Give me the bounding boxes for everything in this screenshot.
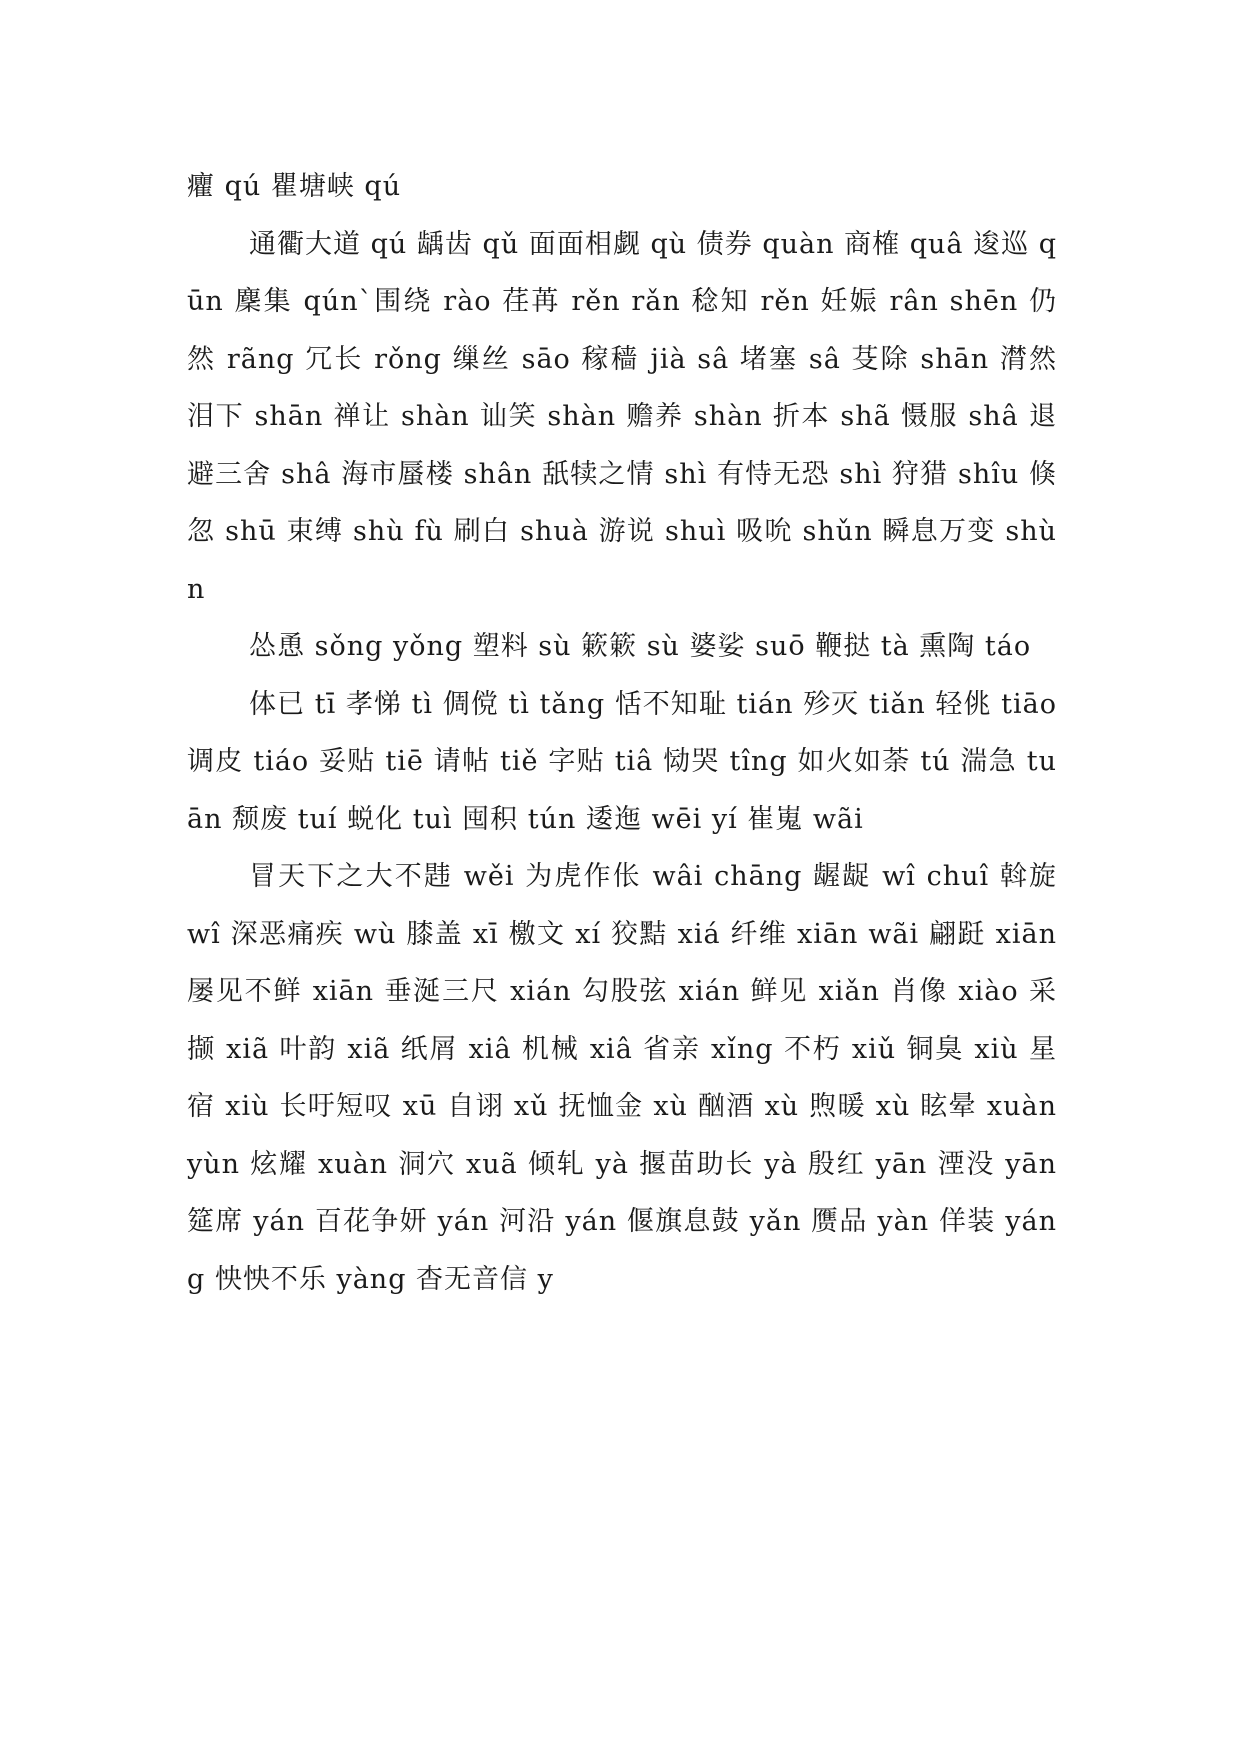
paragraph-3: 怂恿 sǒng yǒng 塑料 sù 簌簌 sù 婆娑 suō 鞭挞 tà 熏陶 táo: [249, 631, 1032, 662]
paragraph-2: 通衢大道 qú 龋齿 qǔ 面面相觑 qù 债券 quàn 商榷 quâ 逡巡 qūn 麇集 qún`围绕 rào 荏苒 rěn rǎn 稔知 rěn 妊娠 rân shēn 仍然 rãng 冗长 rǒng 缫丝 sāo 稼穑 jià sâ 堵塞 sâ 芟除 shān 潸然泪下 shān 禅让 shàn 讪笑 shàn 赡养 shàn 折本 shã 慑服 shâ 退避三舍 shâ 海市蜃楼 shân 舐犊之情 shì 有恃无恐 shì 狩猎 shîu 倏忽 shū 束缚 shù fù 刷白 shuà 游说 shuì 吸吮 shǔn 瞬息万变 shùn: [187, 228, 1057, 605]
document-body: [187, 158, 1057, 1308]
paragraph-4: 体已 tī 孝悌 tì 倜傥 tì tǎng 恬不知耻 tián 殄灭 tiǎn 轻佻 tiāo 调皮 tiáo 妥贴 tiē 请帖 tiě 字贴 tiâ 恸哭 tîng 如火如荼 tú 湍急 tuān 颓废 tuí 蜕化 tuì 囤积 tún 逶迤 wēi yí 崔嵬 wãi: [187, 688, 1057, 835]
paragraph-1: 癯 qú 瞿塘峡 qú: [187, 171, 402, 202]
paragraph-5: 冒天下之大不韪 wěi 为虎作伥 wâi chāng 龌龊 wî chuî 斡旋 wî 深恶痛疾 wù 膝盖 xī 檄文 xí 狡黠 xiá 纤维 xiān wãi 翩跹 xiān 屡见不鲜 xiān 垂涎三尺 xián 勾股弦 xián 鲜见 xiǎn 肖像 xiào 采撷 xiã 叶韵 xiã 纸屑 xiâ 机械 xiâ 省亲 xǐng 不朽 xiǔ 铜臭 xiù 星宿 xiù 长吁短叹 xū 自诩 xǔ 抚恤金 xù 酗酒 xù 煦暖 xù 眩晕 xuàn yùn 炫耀 xuàn 洞穴 xuã 倾轧 yà 揠苗助长 yà 殷红 yān 湮没 yān 筵席 yán 百花争妍 yán 河沿 yán 偃旗息鼓 yǎn 赝品 yàn 佯装 yáng 怏怏不乐 yàng 杳无音信 y: [187, 861, 1057, 1295]
